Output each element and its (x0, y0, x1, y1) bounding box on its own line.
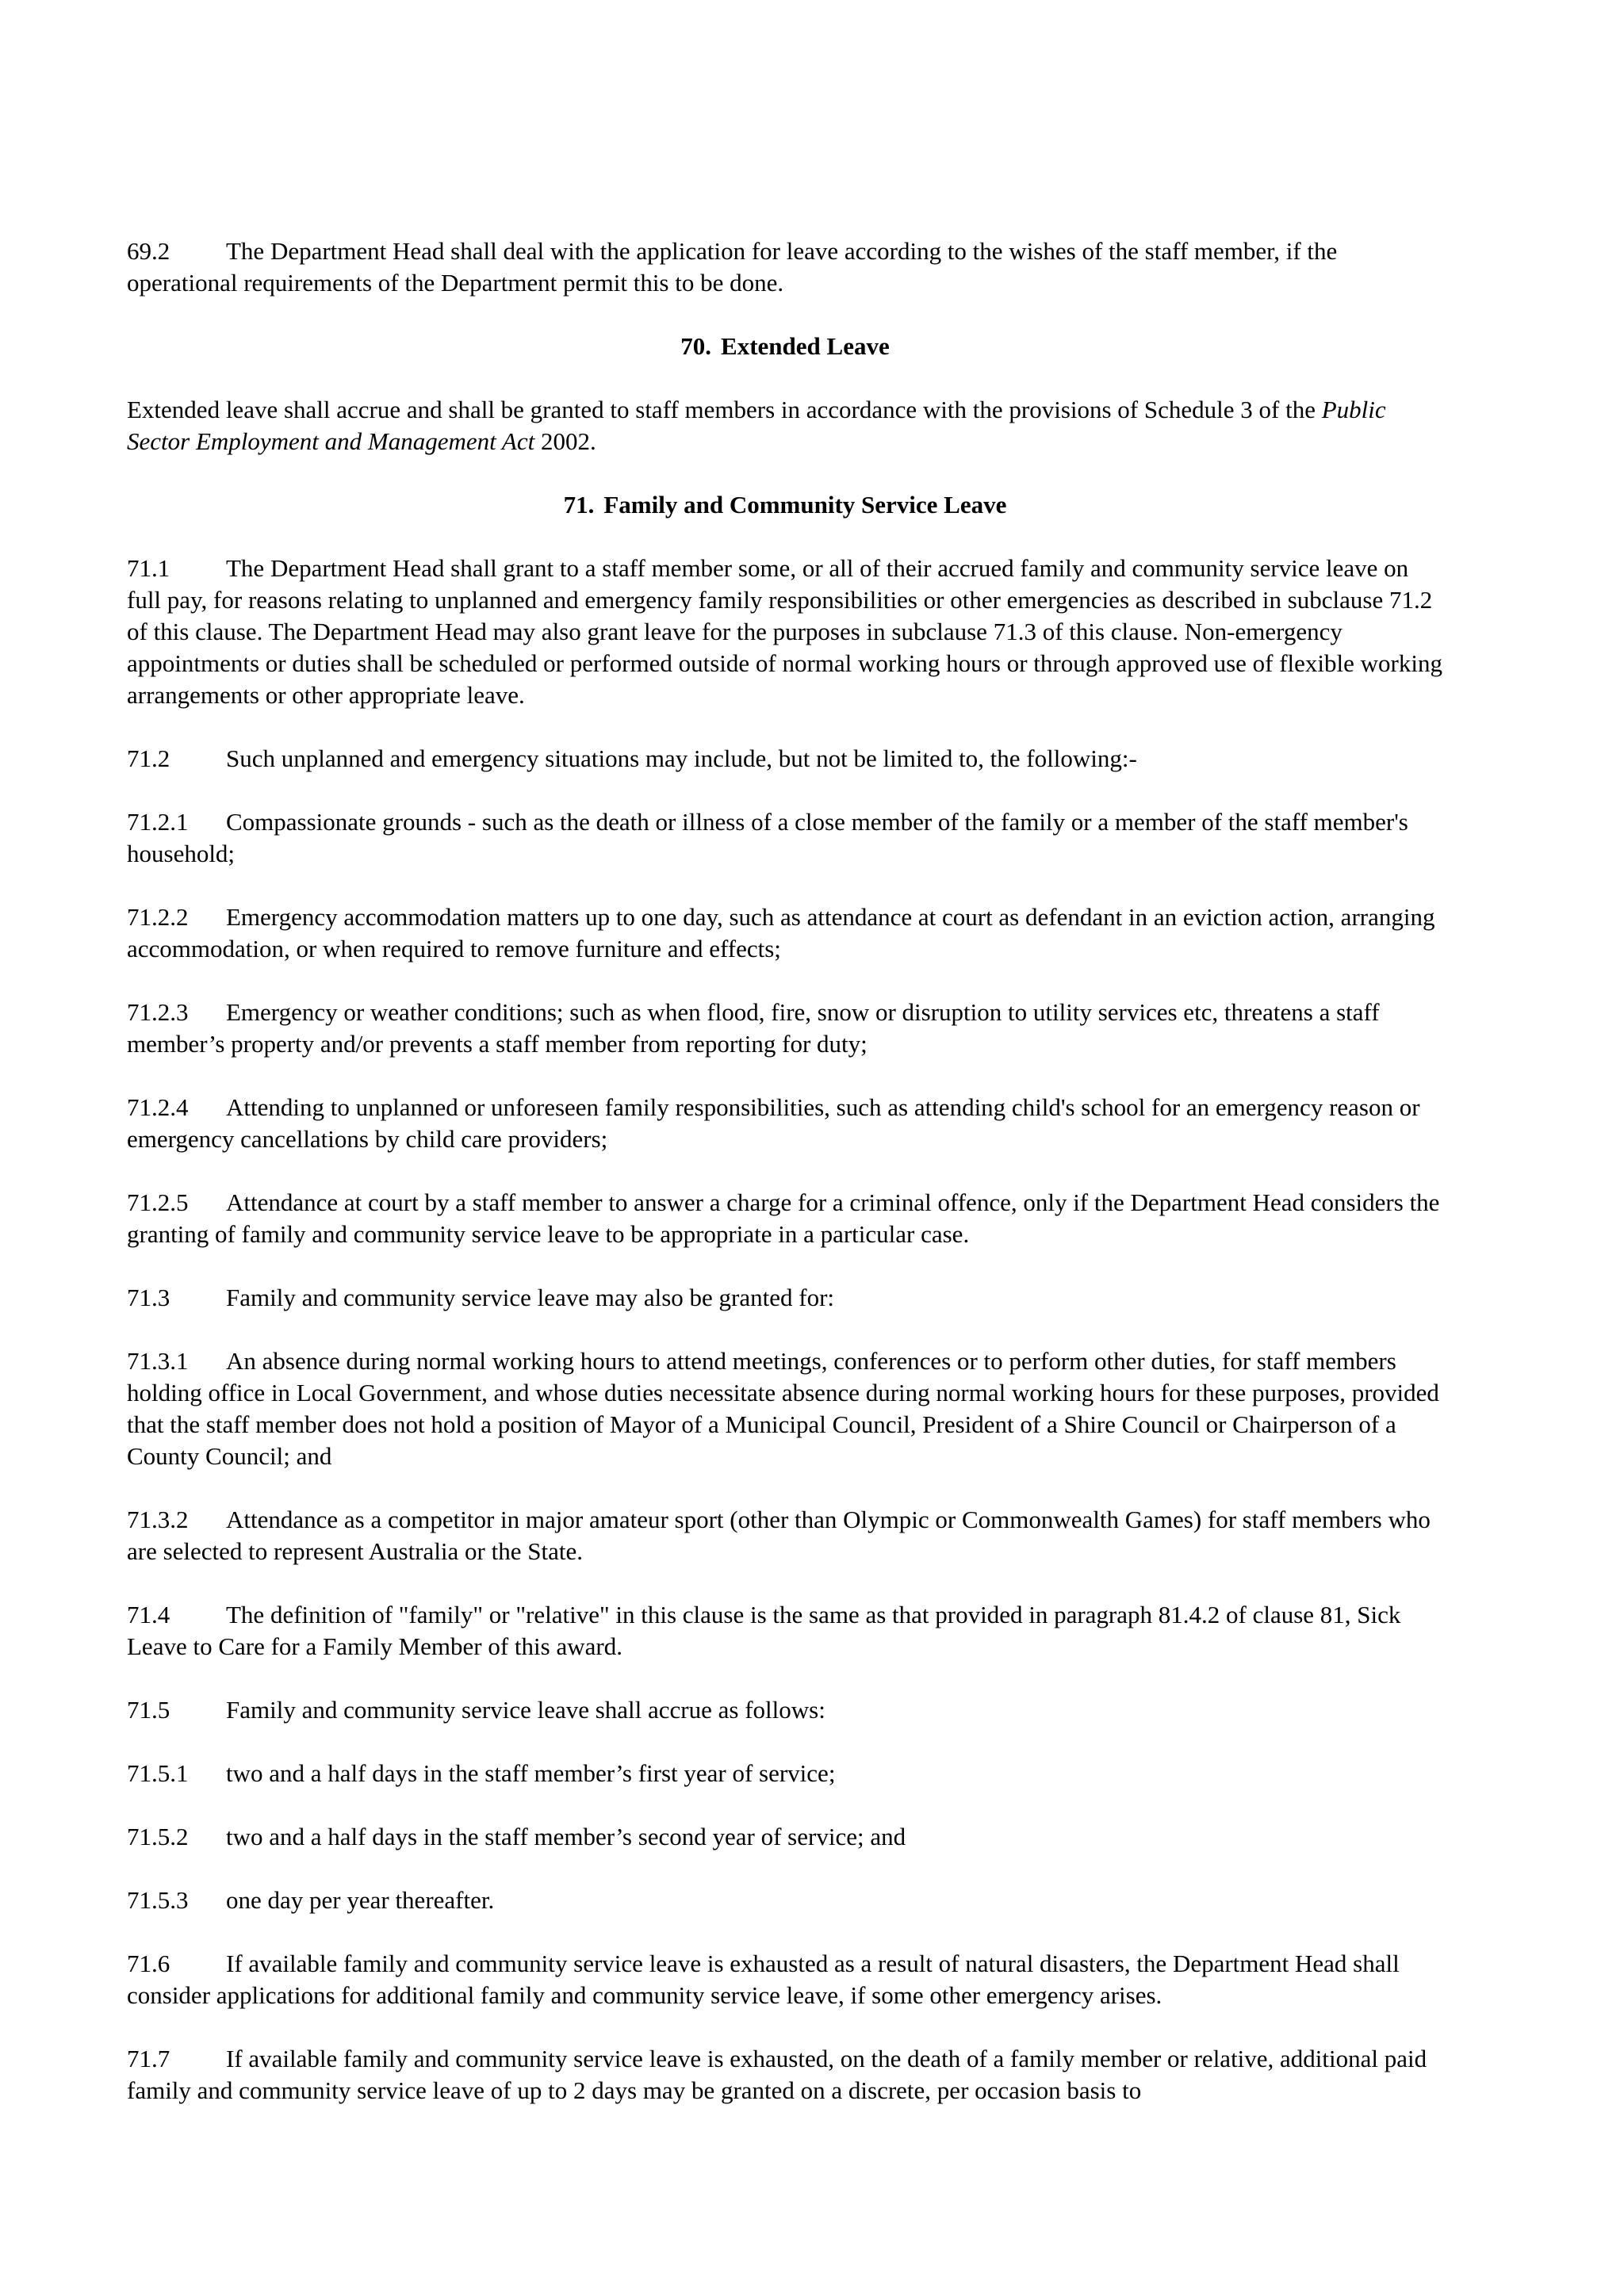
clause-71-3 (127, 1282, 1443, 1314)
clause-number: 71.3.2 (127, 1506, 189, 1533)
document-page (127, 235, 1443, 2138)
clause-70-body (127, 394, 1443, 457)
clause-71-1 (127, 553, 1443, 711)
clause-number: 71.5.3 (127, 1886, 189, 1914)
clause-text: Family and community service leave shall accrue as follows: (226, 1696, 825, 1724)
act-title: Public Sector Employment and Management Act (127, 396, 1386, 455)
heading-text: Extended Leave (721, 332, 890, 360)
clause-number: 71.2.1 (127, 808, 189, 836)
clause-number: 71.2.2 (127, 903, 189, 931)
clause-69-2 (127, 235, 1443, 299)
clause-text: two and a half days in the staff member’s second year of service; and (226, 1823, 906, 1850)
heading-number: 71. (563, 491, 595, 519)
clause-71-2 (127, 743, 1443, 775)
clause-number: 71.2 (127, 744, 170, 772)
clause-text-before: Extended leave shall accrue and shall be granted to staff members in accordance with the provisions of Schedule 3 of the (127, 396, 1322, 423)
clause-number: 71.2.5 (127, 1188, 189, 1216)
clause-71-heading (127, 489, 1443, 521)
clause-71-2-2 (127, 901, 1443, 965)
clause-71-2-3 (127, 997, 1443, 1060)
clause-71-5-2 (127, 1821, 1443, 1853)
clause-number: 71.5.1 (127, 1759, 189, 1787)
clause-text: If available family and community service leave is exhausted, on the death of a family member or relative, additional paid family and community service leave of up to 2 days may be granted on a discrete, per occasion basis to (127, 2045, 1427, 2104)
clause-text: If available family and community service leave is exhausted as a result of natural disasters, the Department Head shall consider applications for additional family and community service leave, if some other emergency arises. (127, 1950, 1400, 2009)
clause-number: 71.4 (127, 1601, 170, 1628)
clause-71-5 (127, 1694, 1443, 1726)
clause-number: 71.3 (127, 1284, 170, 1311)
clause-number: 71.6 (127, 1950, 170, 1977)
clause-number: 71.1 (127, 554, 170, 582)
clause-number: 71.7 (127, 2045, 170, 2072)
heading-number: 70. (680, 332, 712, 360)
clause-text: Emergency accommodation matters up to one day, such as attendance at court as defendant in an eviction action, arranging accommodation, or when required to remove furniture and effects; (127, 903, 1435, 962)
clause-text: Such unplanned and emergency situations may include, but not be limited to, the following:- (226, 744, 1137, 772)
clause-text: Attendance at court by a staff member to answer a charge for a criminal offence, only if the Department Head considers the granting of family and community service leave to be appropriate in a particular case. (127, 1188, 1440, 1248)
clause-71-4 (127, 1599, 1443, 1663)
clause-71-6 (127, 1948, 1443, 2011)
clause-text: Attendance as a competitor in major amateur sport (other than Olympic or Commonwealth Games) for staff members who are selected to represent Australia or the State. (127, 1506, 1431, 1565)
clause-text: Family and community service leave may also be granted for: (226, 1284, 835, 1311)
clause-70-heading (127, 331, 1443, 362)
clause-text: Attending to unplanned or unforeseen family responsibilities, such as attending child's school for an emergency reason or emergency cancellations by child care providers; (127, 1093, 1420, 1153)
clause-text: An absence during normal working hours to attend meetings, conferences or to perform other duties, for staff members holding office in Local Government, and whose duties necessitate absence during normal working hours for these purposes, provided that the staff member does not hold a position of Mayor of a Municipal Council, President of a Shire Council or Chairperson of a County Council; and (127, 1347, 1439, 1470)
clause-71-5-3 (127, 1885, 1443, 1916)
clause-number: 71.3.1 (127, 1347, 189, 1375)
clause-text: The definition of "family" or "relative" in this clause is the same as that provided in paragraph 81.4.2 of clause 81, Sick Leave to Care for a Family Member of this award. (127, 1601, 1401, 1660)
clause-text: one day per year thereafter. (226, 1886, 495, 1914)
clause-number: 71.5.2 (127, 1823, 189, 1850)
clause-71-5-1 (127, 1758, 1443, 1789)
clause-text: two and a half days in the staff member’s first year of service; (226, 1759, 836, 1787)
clause-text-after: 2002. (534, 427, 596, 455)
clause-71-3-1 (127, 1345, 1443, 1472)
clause-number: 69.2 (127, 237, 170, 265)
clause-text: Emergency or weather conditions; such as when flood, fire, snow or disruption to utility services etc, threatens a staff member’s property and/or prevents a staff member from reporting for duty; (127, 998, 1380, 1058)
heading-text: Family and Community Service Leave (603, 491, 1007, 519)
clause-text: Compassionate grounds - such as the death or illness of a close member of the family or a member of the staff member's household; (127, 808, 1408, 867)
clause-71-2-5 (127, 1187, 1443, 1250)
clause-text: The Department Head shall deal with the application for leave according to the wishes of the staff member, if the operational requirements of the Department permit this to be done. (127, 237, 1338, 297)
clause-number: 71.2.4 (127, 1093, 189, 1121)
clause-71-2-1 (127, 806, 1443, 870)
clause-71-7 (127, 2043, 1443, 2107)
clause-number: 71.2.3 (127, 998, 189, 1026)
clause-71-3-2 (127, 1504, 1443, 1567)
clause-text: The Department Head shall grant to a staff member some, or all of their accrued family and community service leave on full pay, for reasons relating to unplanned and emergency family responsibilities or other emergencies as described in subclause 71.2 of this clause. The Department Head may also grant leave for the purposes in subclause 71.3 of this clause. Non-emergency appointments or duties shall be scheduled or performed outside of normal working hours or through approved use of flexible working arrangements or other appropriate leave. (127, 554, 1442, 709)
clause-71-2-4 (127, 1092, 1443, 1155)
clause-number: 71.5 (127, 1696, 170, 1724)
